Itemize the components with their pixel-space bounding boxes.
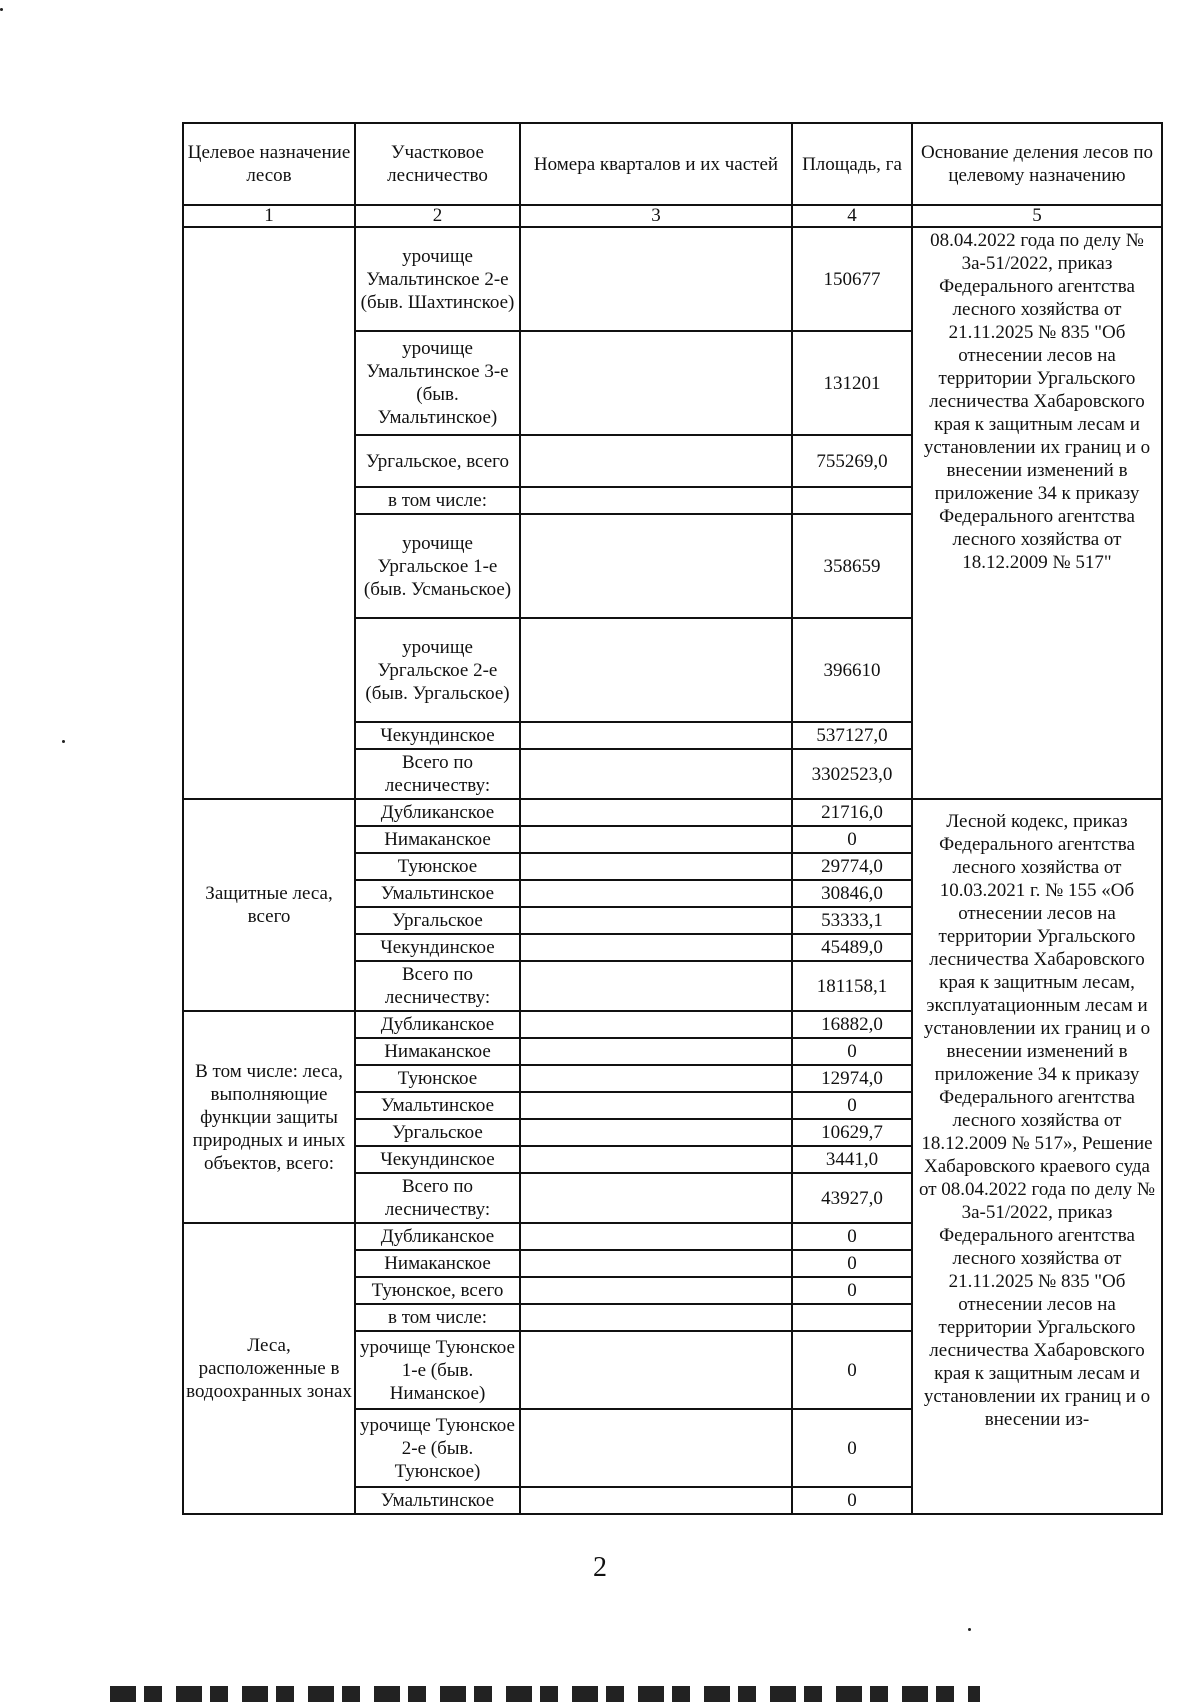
quarters-cell: [520, 826, 792, 853]
district-cell: Чекундинское: [355, 934, 520, 961]
quarters-cell: [520, 514, 792, 618]
area-cell: 0: [792, 1038, 912, 1065]
quarters-cell: [520, 1038, 792, 1065]
quarters-cell: [520, 487, 792, 514]
district-cell: урочище Ургальское 2-е (быв. Ургальское): [355, 618, 520, 722]
quarters-cell: [520, 1487, 792, 1514]
area-cell: 0: [792, 1250, 912, 1277]
district-cell: Туюнское: [355, 853, 520, 880]
column-number: 3: [520, 205, 792, 227]
column-number: 1: [183, 205, 355, 227]
quarters-cell: [520, 853, 792, 880]
quarters-cell: [520, 1173, 792, 1223]
quarters-cell: [520, 934, 792, 961]
area-cell: 150677: [792, 227, 912, 331]
purpose-cell: В том числе: леса, выполняющие функции защиты природных и иных объектов, всего:: [183, 1011, 355, 1223]
basis-cell: 08.04.2022 года по делу № 3а-51/2022, приказ Федерального агентства лесного хозяйства от 21.11.2025 № 835 "Об отнесении лесов на территории Ургальского лесничества Хабаровского края к защитным лесам и установлении их границ и о внесении изменений в приложение 34 к приказу Федерального агентства лесного хозяйства от 18.12.2009 № 517": [912, 227, 1162, 799]
basis-cell: Лесной кодекс, приказ Федерального агентства лесного хозяйства от 10.03.2021 г. № 155 «Об отнесении лесов на территории Ургальского лесничества Хабаровского края к защитным лесам, эксплуатационным лесам и установлении их границ и о внесении изменений в приложение 34 к приказу Федерального агентства лесного хозяйства от 18.12.2009 № 517», Решение Хабаровского краевого суда от 08.04.2022 года по делу № 3а-51/2022, приказ Федерального агентства лесного хозяйства от 21.11.2025 № 835 "Об отнесении лесов на территории Ургальского лесничества Хабаровского края к защитным лесам и установлении их границ и о внесении из-: [912, 799, 1162, 1514]
area-cell: 396610: [792, 618, 912, 722]
header-area: Площадь, га: [792, 123, 912, 205]
area-cell: 3441,0: [792, 1146, 912, 1173]
district-cell: урочище Туюнское 2-е (быв. Туюнское): [355, 1409, 520, 1487]
header-basis: Основание деления лесов по целевому назначению: [912, 123, 1162, 205]
area-cell: 755269,0: [792, 435, 912, 487]
quarters-cell: [520, 1092, 792, 1119]
area-cell: 53333,1: [792, 907, 912, 934]
district-cell: Всего по лесничеству:: [355, 749, 520, 799]
column-number: 5: [912, 205, 1162, 227]
quarters-cell: [520, 961, 792, 1011]
quarters-cell: [520, 331, 792, 435]
district-cell: Нимаканское: [355, 826, 520, 853]
quarters-cell: [520, 749, 792, 799]
table-row: [183, 227, 1162, 331]
area-cell: 3302523,0: [792, 749, 912, 799]
area-cell: 0: [792, 1277, 912, 1304]
district-cell: урочище Туюнское 1-е (быв. Ниманское): [355, 1331, 520, 1409]
district-cell: Нимаканское: [355, 1250, 520, 1277]
area-cell: 16882,0: [792, 1011, 912, 1038]
scan-edge-artifact: [110, 1686, 980, 1702]
scan-speck: [968, 1628, 971, 1631]
quarters-cell: [520, 1146, 792, 1173]
quarters-cell: [520, 1119, 792, 1146]
district-cell: Дубликанское: [355, 1223, 520, 1250]
area-cell: 21716,0: [792, 799, 912, 826]
area-cell: 45489,0: [792, 934, 912, 961]
header-quarters: Номера кварталов и их частей: [520, 123, 792, 205]
page-number: 2: [593, 1552, 607, 1583]
quarters-cell: [520, 722, 792, 749]
quarters-cell: [520, 1250, 792, 1277]
area-cell: 0: [792, 1331, 912, 1409]
district-cell: в том числе:: [355, 487, 520, 514]
district-cell: Умальтинское: [355, 880, 520, 907]
district-cell: Всего по лесничеству:: [355, 1173, 520, 1223]
area-cell: 0: [792, 1409, 912, 1487]
column-number: 2: [355, 205, 520, 227]
forest-allocation-table: [182, 122, 1163, 1515]
purpose-cell: Защитные леса, всего: [183, 799, 355, 1011]
purpose-cell-continued: [183, 227, 355, 799]
area-cell: 358659: [792, 514, 912, 618]
quarters-cell: [520, 1409, 792, 1487]
area-cell: 43927,0: [792, 1173, 912, 1223]
header-district: Участковое лесничество: [355, 123, 520, 205]
column-number-row: [183, 205, 1162, 227]
area-cell: 29774,0: [792, 853, 912, 880]
quarters-cell: [520, 1011, 792, 1038]
area-cell: 181158,1: [792, 961, 912, 1011]
district-cell: урочище Ургальское 1-е (быв. Усманьское): [355, 514, 520, 618]
district-cell: урочище Умальтинское 2-е (быв. Шахтинское): [355, 227, 520, 331]
quarters-cell: [520, 1331, 792, 1409]
district-cell: Умальтинское: [355, 1092, 520, 1119]
area-cell: 12974,0: [792, 1065, 912, 1092]
district-cell: Ургальское: [355, 1119, 520, 1146]
scan-speck: [0, 8, 3, 11]
quarters-cell: [520, 1065, 792, 1092]
area-cell: 0: [792, 1487, 912, 1514]
district-cell: Дубликанское: [355, 799, 520, 826]
district-cell: Чекундинское: [355, 1146, 520, 1173]
quarters-cell: [520, 1277, 792, 1304]
area-cell: 10629,7: [792, 1119, 912, 1146]
quarters-cell: [520, 227, 792, 331]
area-cell: [792, 487, 912, 514]
area-cell: 0: [792, 1092, 912, 1119]
quarters-cell: [520, 1223, 792, 1250]
quarters-cell: [520, 880, 792, 907]
column-number: 4: [792, 205, 912, 227]
area-cell: 30846,0: [792, 880, 912, 907]
area-cell: 537127,0: [792, 722, 912, 749]
district-cell: Туюнское, всего: [355, 1277, 520, 1304]
district-cell: Туюнское: [355, 1065, 520, 1092]
district-cell: Ургальское, всего: [355, 435, 520, 487]
quarters-cell: [520, 435, 792, 487]
header-purpose: Целевое назначение лесов: [183, 123, 355, 205]
quarters-cell: [520, 1304, 792, 1331]
quarters-cell: [520, 618, 792, 722]
district-cell: урочище Умальтинское 3-е (быв. Умальтинское): [355, 331, 520, 435]
district-cell: Нимаканское: [355, 1038, 520, 1065]
district-cell: Ургальское: [355, 907, 520, 934]
header-row: [183, 123, 1162, 205]
purpose-cell: Леса, расположенные в водоохранных зонах: [183, 1223, 355, 1514]
district-cell: Дубликанское: [355, 1011, 520, 1038]
district-cell: Умальтинское: [355, 1487, 520, 1514]
district-cell: в том числе:: [355, 1304, 520, 1331]
quarters-cell: [520, 799, 792, 826]
quarters-cell: [520, 907, 792, 934]
district-cell: Чекундинское: [355, 722, 520, 749]
district-cell: Всего по лесничеству:: [355, 961, 520, 1011]
scan-speck: [62, 740, 65, 743]
area-cell: 0: [792, 1223, 912, 1250]
area-cell: [792, 1304, 912, 1331]
table-row: [183, 799, 1162, 826]
area-cell: 0: [792, 826, 912, 853]
area-cell: 131201: [792, 331, 912, 435]
